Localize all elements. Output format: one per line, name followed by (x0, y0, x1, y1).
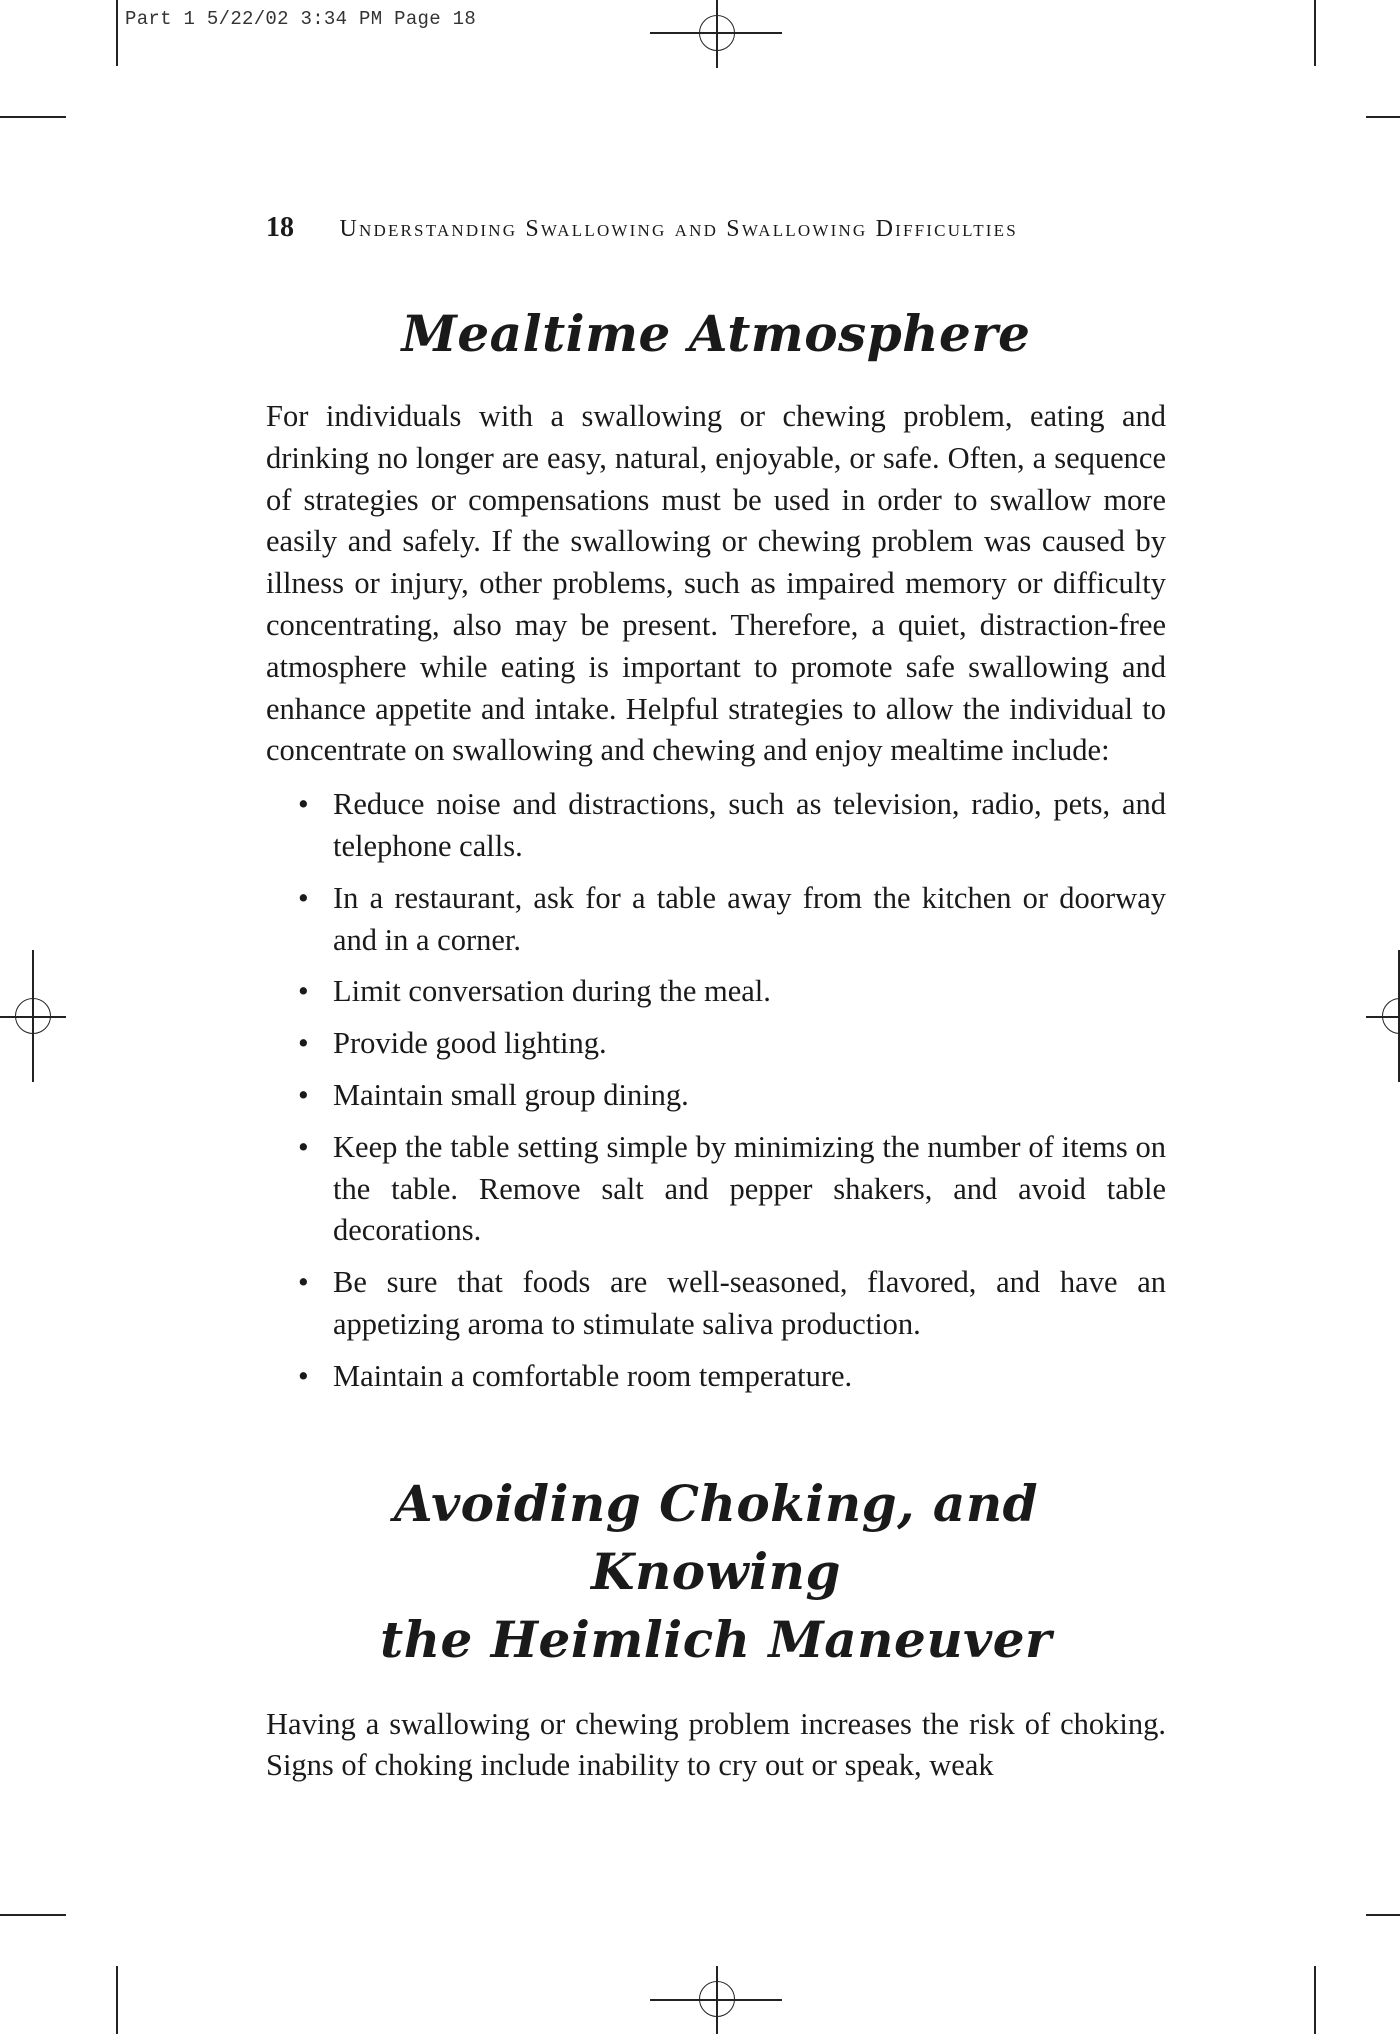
crop-mark-bottom-left-vertical (116, 1966, 118, 2034)
section-heading-mealtime: Mealtime Atmosphere (401, 304, 1031, 363)
section-paragraph-choking: Having a swallowing or chewing problem increases the risk of choking. Signs of choking include inability to cry out or speak, weak (266, 1706, 1166, 1783)
crop-mark-top-left-horizontal (0, 116, 66, 118)
crop-mark-top-right-vertical (1314, 0, 1316, 66)
bullet-icon: • (298, 974, 309, 1009)
page-number: 18 (266, 212, 294, 243)
section-heading-choking-line2: the Heimlich Maneuver (380, 1609, 1052, 1669)
strategy-list (266, 784, 1166, 1397)
list-item: • Provide good lighting. (266, 1023, 1166, 1065)
crop-mark-bottom-right-horizontal (1366, 1914, 1400, 1916)
section-heading-choking-line1: Avoiding Choking, and Knowing (393, 1473, 1039, 1601)
list-item: • Maintain small group dining. (266, 1075, 1166, 1117)
bullet-icon: • (298, 1026, 309, 1061)
crop-mark-top-left-vertical (116, 0, 118, 66)
running-head (266, 212, 1018, 244)
section-heading-choking (266, 1470, 1166, 1674)
crop-mark-top-right-horizontal (1366, 116, 1400, 118)
section-paragraph-mealtime: For individuals with a swallowing or chewing problem, eating and drinking no longer are easy, natural, enjoyable, or safe. Often, a sequence of strategies or compensations must be used in order to swallow more easily and safely. If the swallowing or chewing problem was caused by illness or injury, other problems, such as impaired memory or difficulty concentrating, also may be present. Therefore, a quiet, distraction-free atmosphere while eating is important to promote safe swallowing and enhance appetite and intake. Helpful strategies to allow the individual to concentrate on swallowing and chewing and enjoy mealtime include: (266, 399, 1166, 768)
list-item: • Maintain a comfortable room temperature. (266, 1356, 1166, 1398)
list-item: • In a restaurant, ask for a table away from the kitchen or doorway and in a corner. (266, 878, 1166, 962)
list-item: • Limit conversation during the meal. (266, 971, 1166, 1013)
printer-slug: Part 1 5/22/02 3:34 PM Page 18 (125, 8, 477, 30)
bullet-icon: • (298, 1129, 309, 1164)
bullet-icon: • (298, 1077, 309, 1112)
crop-mark-bottom-right-vertical (1314, 1966, 1316, 2034)
bullet-icon: • (298, 1265, 309, 1300)
list-item: • Keep the table setting simple by minimizing the number of items on the table. Remove salt and pepper shakers, and avoid table decorations. (266, 1127, 1166, 1252)
crop-mark-bottom-left-horizontal (0, 1914, 66, 1916)
list-item: • Reduce noise and distractions, such as television, radio, pets, and telephone calls. (266, 784, 1166, 868)
list-item: • Be sure that foods are well-seasoned, flavored, and have an appetizing aroma to stimulate saliva production. (266, 1262, 1166, 1346)
main-content (266, 300, 1166, 1787)
bullet-icon: • (298, 787, 309, 822)
running-head-title: Understanding Swallowing and Swallowing Difficulties (339, 216, 1018, 242)
bullet-icon: • (298, 1358, 309, 1393)
bullet-icon: • (298, 880, 309, 915)
